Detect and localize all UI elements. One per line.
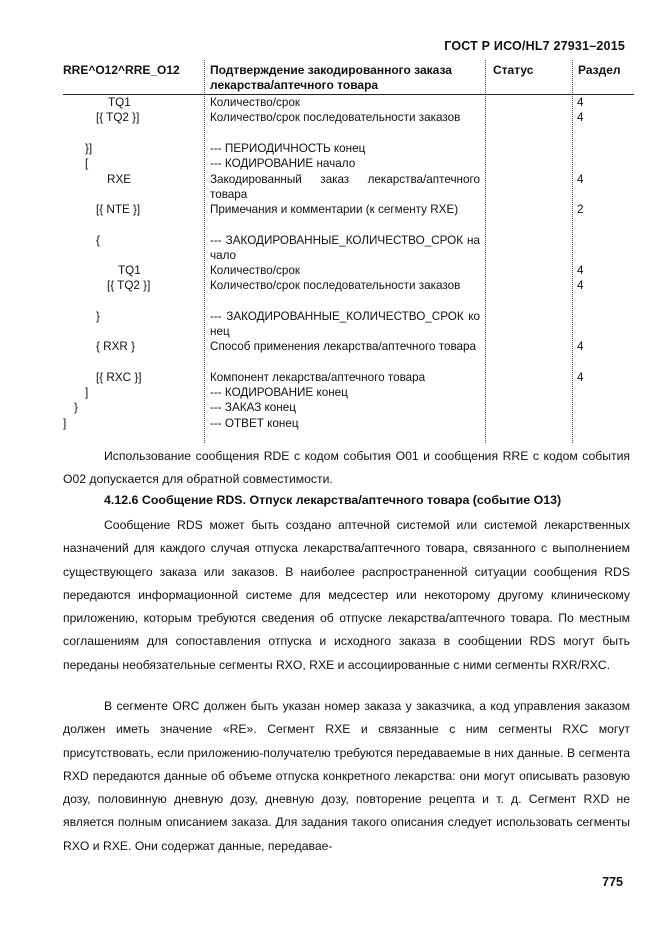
column-header-status: Статус (493, 63, 534, 77)
description-cell: Количество/срок последовательности заказов (210, 111, 461, 124)
column-header-description: Подтверждение закодированного заказа лекарства/аптечного товара (210, 63, 452, 92)
section-heading: 4.12.6 Сообщение RDS. Отпуск лекарства/аптечного товара (событие O13) (104, 493, 562, 507)
description-cell: --- КОДИРОВАНИЕ конец (210, 386, 348, 399)
description-cell: --- ПЕРИОДИЧНОСТЬ конец (210, 142, 366, 155)
segment-cell: { RXR } (96, 340, 135, 353)
segment-cell: } (74, 401, 78, 414)
description-cell: Компонент лекарства/аптечного товара (210, 371, 426, 384)
segment-cell: ] (85, 386, 89, 399)
description-cell: --- ЗАКОДИРОВАННЫЕ_КОЛИЧЕСТВО_СРОК конец (210, 310, 480, 339)
description-cell: --- ОТВЕТ конец (210, 417, 299, 430)
section-cell: 4 (577, 173, 584, 186)
section-cell: 4 (577, 264, 584, 277)
section-cell: 4 (577, 371, 584, 384)
document-header: ГОСТ Р ИСО/HL7 27931–2015 (444, 39, 625, 53)
segment-cell: [{ RXC }] (96, 371, 142, 384)
paragraph-rds-description: Сообщение RDS может быть создано аптечной системой или системой лекарственных назначений для каждого случая отпуска лекарства/аптечного товара, связанного с выполнением существующего заказа или заказов. В наиболее распространенной ситуации сообщения RDS передаются информационной системе для медсестер или некоторому другому клиническому приложению, которым требуются сведения об отпуске лекарства/аптечного товара. По местным соглашениям для сопоставления отпуска и исходного заказа в сообщении RDS могут быть переданы необязательные сегменты RXO, RXE и ассоциированные с ними сегменты RXR/RXC. (63, 518, 630, 672)
column-divider (572, 60, 573, 443)
description-cell: Количество/срок (210, 264, 300, 277)
segment-cell: [{ NTE }] (96, 203, 141, 216)
description-cell: Способ применения лекарства/аптечного товара (210, 340, 477, 353)
page-number: 775 (602, 875, 623, 889)
paragraph-compatibility: Использование сообщения RDE с кодом события O01 и сообщения RRE с кодом события O02 допускается для обратной совместимости. (63, 449, 630, 487)
message-structure-table (63, 60, 634, 443)
description-cell: --- КОДИРОВАНИЕ начало (210, 157, 356, 170)
segment-cell: RXE (107, 173, 132, 186)
segment-cell: TQ1 (108, 96, 131, 109)
section-cell: 4 (577, 96, 584, 109)
description-cell: Закодированный заказ лекарства/аптечного товара (210, 173, 480, 202)
description-cell: Количество/срок (210, 96, 300, 109)
segment-cell: ] (63, 417, 67, 430)
column-header-section: Раздел (578, 63, 621, 77)
segment-cell: } (96, 310, 100, 323)
paragraph-orc-segment: В сегменте ORC должен быть указан номер заказа у заказчика, а код управления заказом должен иметь значение «RE». Сегмент RXE и связанные с ним сегменты RXC могут присутствовать, если приложению-получателю требуются передаваемые в них данные. В сегмента RXD передаются данные об объеме отпуска конкретного лекарства: они могут описывать разовую дозу, половинную дневную дозу, дневную дозу, повторение рецепта и т. д. Сегмент RXD не является полным описанием заказа. Для задания такого описания следует использовать сегменты RXO и RXE. Они содержат данные, передавае- (63, 699, 630, 853)
segment-cell: { (96, 234, 100, 247)
column-divider (485, 60, 486, 443)
segment-cell: }] (85, 142, 93, 155)
segment-cell: TQ1 (118, 264, 141, 277)
description-cell: Количество/срок последовательности заказов (210, 279, 461, 292)
description-cell: --- ЗАКОДИРОВАННЫЕ_КОЛИЧЕСТВО_СРОК начало (210, 234, 480, 263)
segment-cell: [ (85, 157, 89, 170)
section-cell: 4 (577, 279, 584, 292)
segment-cell: [{ TQ2 }] (107, 279, 151, 292)
column-header-segment: RRE^O12^RRE_O12 (63, 63, 180, 77)
description-cell: --- ЗАКАЗ конец (210, 401, 296, 414)
section-cell: 4 (577, 340, 584, 353)
section-cell: 2 (577, 203, 584, 216)
segment-cell: [{ TQ2 }] (96, 111, 140, 124)
column-divider (204, 60, 205, 443)
description-cell: Примечания и комментарии (к сегменту RXE) (210, 203, 459, 216)
section-cell: 4 (577, 111, 584, 124)
